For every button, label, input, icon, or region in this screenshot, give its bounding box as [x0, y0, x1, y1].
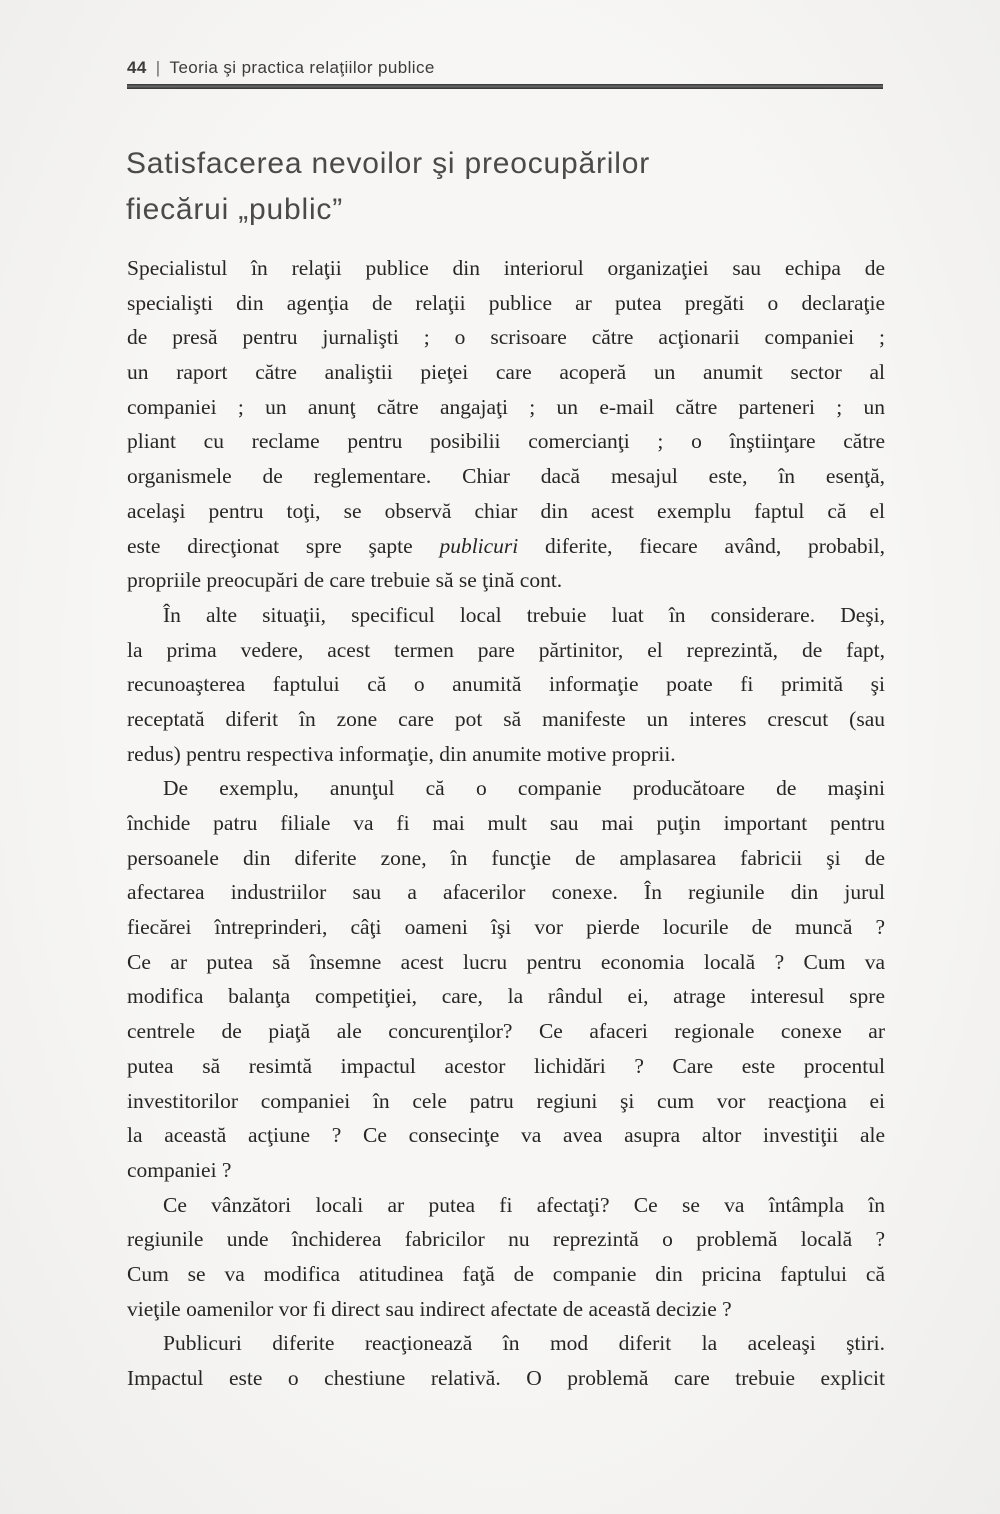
text-line: modifica balanţa competiţiei, care, la rândul ei, atrage interesul spre: [127, 984, 885, 1009]
text-line: afectarea industriilor sau a afacerilor conexe. În regiunile din jurul: [127, 880, 885, 905]
text-line: redus) pentru respectiva informaţie, din anumite motive proprii.: [127, 741, 676, 766]
text-line: pliant cu reclame pentru posibilii comercianţi ; o înştiinţare către: [127, 429, 885, 454]
text-line: Publicuri diferite reacţionează în mod diferit la aceleaşi ştiri.: [163, 1331, 885, 1356]
paragraph: [127, 1326, 885, 1395]
text-line: recunoaşterea faptului că o anumită informaţie poate fi primită şi: [127, 672, 885, 697]
text-line: receptată diferit în zone care pot să manifeste un interes crescut (sau: [127, 706, 885, 731]
text-line: Ce vânzători locali ar putea fi afectaţi? Ce se va întâmpla în: [163, 1192, 885, 1217]
text-line: închide patru filiale va fi mai mult sau mai puţin important pentru: [127, 811, 885, 835]
text-line: vieţile oamenilor vor fi direct sau indirect afectate de această decizie ?: [127, 1296, 732, 1321]
text-line: centrele de piaţă ale concurenţilor? Ce afaceri regionale conexe ar: [127, 1019, 885, 1044]
text-line: Ce ar putea să însemne acest lucru pentru economia locală ? Cum va: [127, 949, 885, 974]
text-line: regiunile unde închiderea fabricilor nu reprezintă o problemă locală ?: [127, 1227, 885, 1252]
text-line: Specialistul în relaţii publice din interiorul organizaţiei sau echipa de: [127, 256, 885, 280]
text-line: de presă pentru jurnalişti ; o scrisoare către acţionarii companiei ;: [127, 325, 885, 350]
text-line: la prima vedere, acest termen pare părtinitor, el reprezintă, de fapt,: [127, 637, 885, 662]
section-heading-line2: fiecărui „public”: [126, 193, 344, 226]
text-line: specialişti din agenţia de relaţii publice ar putea pregăti o declaraţie: [127, 290, 885, 315]
text-line: De exemplu, anunţul că o companie producătoare de maşini: [163, 776, 885, 801]
paragraph: [127, 1188, 885, 1327]
text-line: În alte situaţii, specificul local trebuie luat în considerare. Deşi,: [163, 602, 885, 627]
paragraph: [127, 251, 885, 598]
text-line: la această acţiune ? Ce consecinţe va avea asupra altor investiţii ale: [127, 1123, 885, 1148]
body-text: [127, 251, 885, 1396]
page-header: [127, 57, 883, 79]
text-line: Impactul este o chestiune relativă. O problemă care trebuie explicit: [127, 1366, 885, 1390]
text-line: este direcţionat spre şapte publicuri diferite, fiecare având, probabil,: [127, 533, 885, 558]
text-line: fiecărei întreprinderi, câţi oameni îşi vor pierde locurile de muncă ?: [127, 915, 885, 940]
text-line: organismele de reglementare. Chiar dacă mesajul este, în esenţă,: [127, 464, 885, 489]
text-line: Cum se va modifica atitudinea faţă de companie din pricina faptului că: [127, 1261, 885, 1286]
text-line: un raport către analiştii pieţei care acoperă un anumit sector al: [127, 360, 885, 385]
text-line: acelaşi pentru toţi, se observă chiar din acest exemplu faptul că el: [127, 498, 885, 523]
page-number: 44: [127, 58, 147, 77]
section-heading-line1: Satisfacerea nevoilor şi preocupărilor: [126, 147, 650, 180]
text-line: companiei ?: [127, 1157, 232, 1182]
header-separator: |: [155, 58, 161, 77]
paragraph: [127, 771, 885, 1187]
header-rule: [127, 84, 883, 89]
running-head-title: Teoria şi practica relaţiilor publice: [169, 58, 435, 77]
italic-term: publicuri: [439, 533, 519, 558]
paragraph: [127, 598, 885, 771]
text-line: companiei ; un anunţ către angajaţi ; un e-mail către parteneri ; un: [127, 394, 885, 419]
text-line: persoanele din diferite zone, în funcţie de amplasarea fabricii şi de: [127, 845, 885, 870]
text-line: propriile preocupări de care trebuie să se ţină cont.: [127, 568, 563, 593]
text-line: putea să resimtă impactul acestor lichidări ? Care este procentul: [127, 1053, 885, 1078]
text-line: investitorilor companiei în cele patru regiuni şi cum vor reacţiona ei: [127, 1088, 885, 1113]
section-heading: [126, 141, 650, 233]
